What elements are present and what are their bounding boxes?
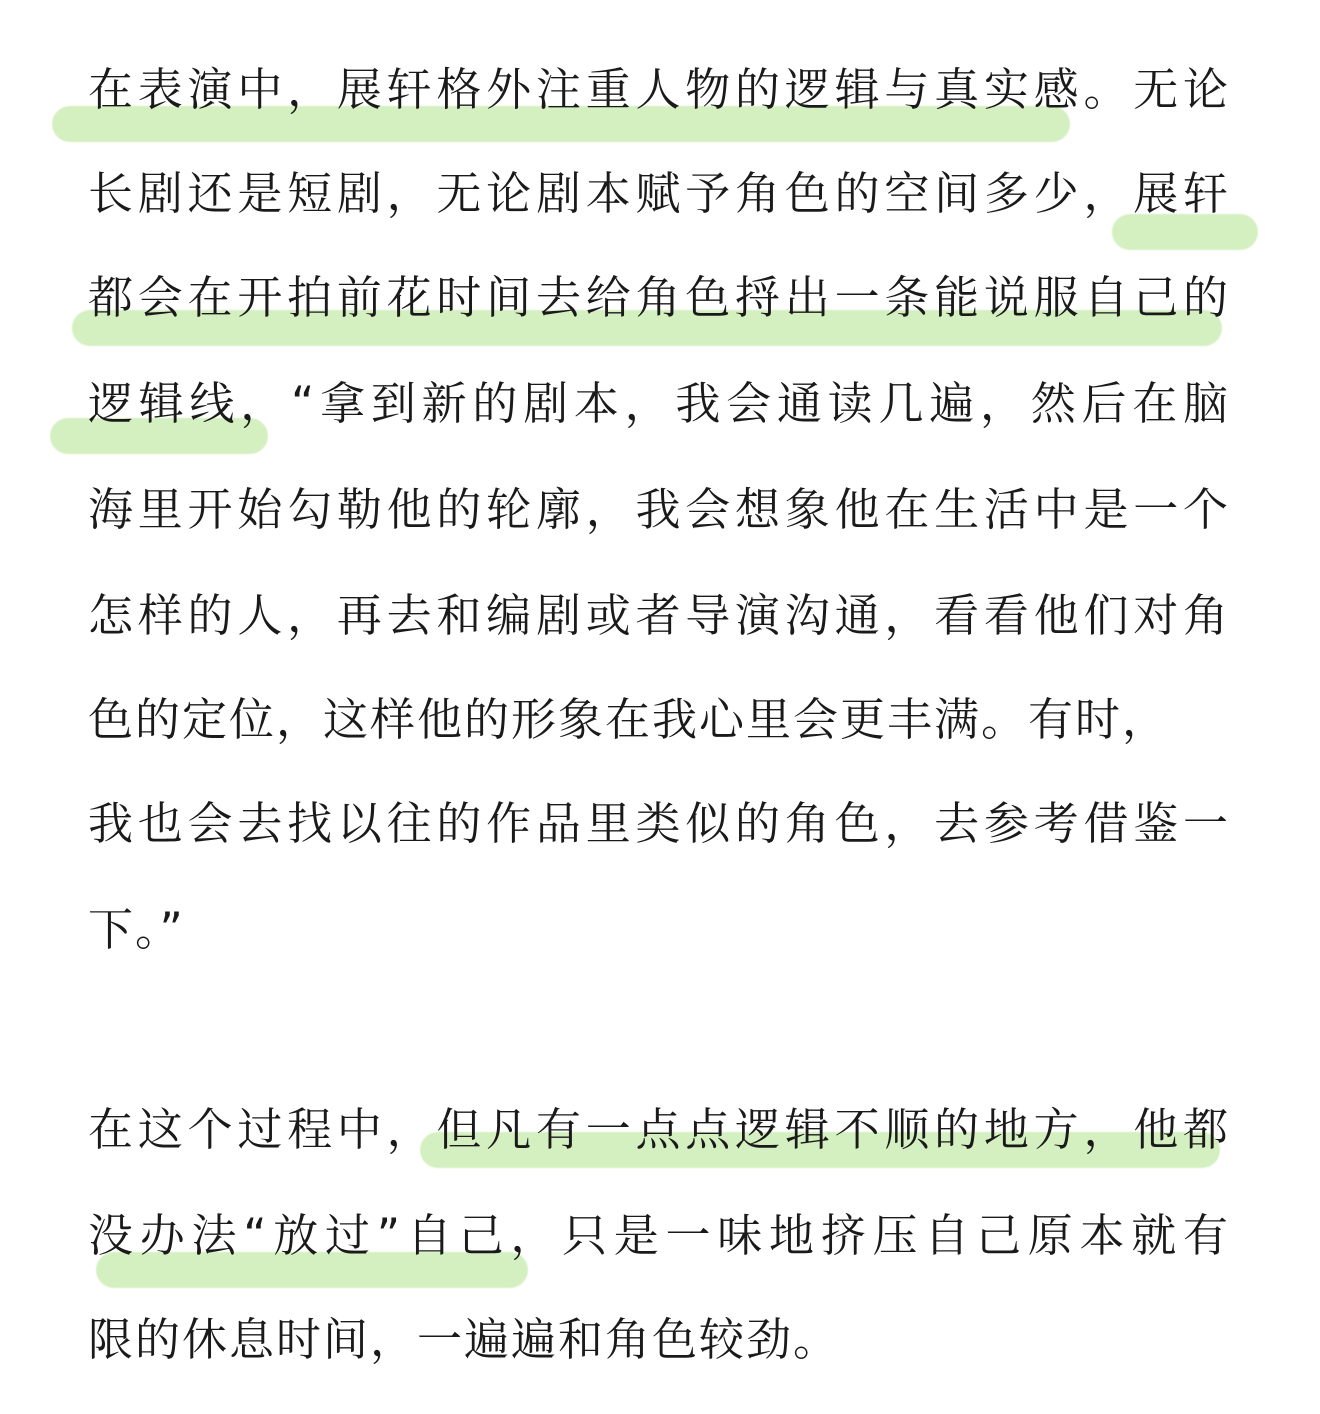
text-line: 没办法“放过”自己，只是一味地挤压自己原本就有	[88, 1209, 1230, 1262]
text-line: 怎样的人，再去和编剧或者导演沟通，看看他们对角	[88, 589, 1230, 642]
text-line: 限的休息时间，一遍遍和角色较劲。	[88, 1313, 841, 1366]
text-line: 都会在开拍前花时间去给角色捋出一条能说服自己的	[88, 271, 1230, 324]
text-line: 逻辑线，“拿到新的剧本，我会通读几遍，然后在脑	[88, 377, 1230, 430]
text-line: 海里开始勾勒他的轮廓，我会想象他在生活中是一个	[88, 483, 1230, 536]
text-line: 在表演中，展轩格外注重人物的逻辑与真实感。无论	[88, 63, 1230, 116]
text-line: 在这个过程中，但凡有一点点逻辑不顺的地方，他都	[88, 1103, 1230, 1156]
text-line: 我也会去找以往的作品里类似的角色，去参考借鉴一	[88, 797, 1230, 850]
text-line: 长剧还是短剧，无论剧本赋予角色的空间多少，展轩	[88, 167, 1230, 220]
text-line: 色的定位，这样他的形象在我心里会更丰满。有时，	[88, 693, 1170, 746]
text-line: 下。”	[88, 903, 185, 956]
